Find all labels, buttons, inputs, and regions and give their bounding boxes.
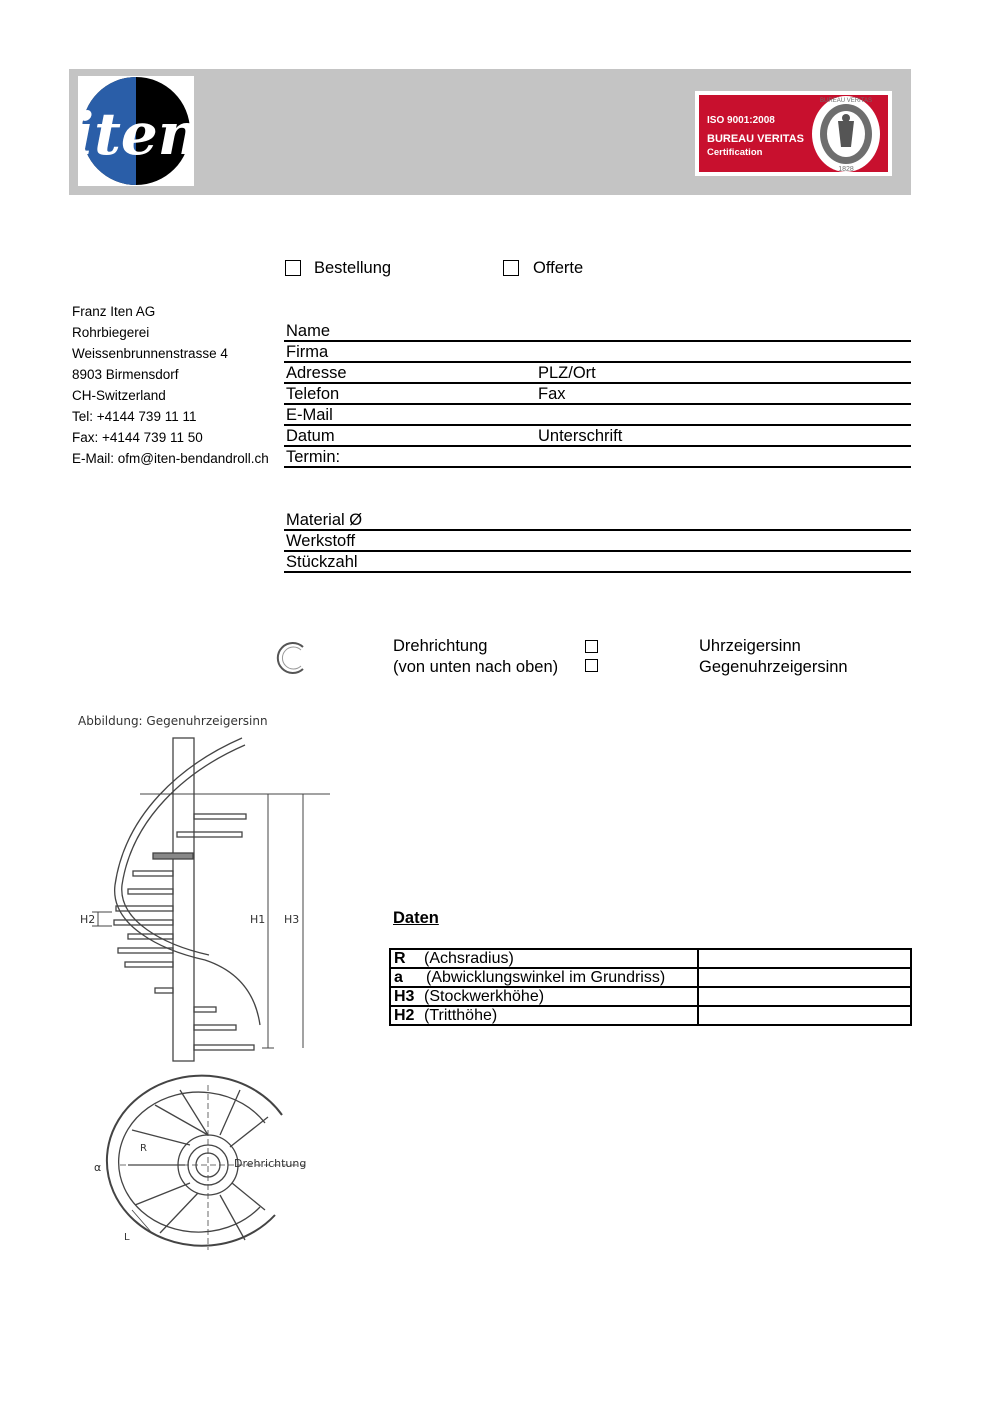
r-label: R bbox=[140, 1143, 147, 1154]
stueckzahl-label: Stückzahl bbox=[286, 553, 358, 571]
adresse-field[interactable] bbox=[284, 363, 911, 384]
uhrzeigersinn-label: Uhrzeigersinn bbox=[699, 637, 801, 655]
seal-year: 1828 bbox=[838, 166, 854, 173]
logo-text: iten bbox=[78, 100, 194, 168]
name-label: Name bbox=[286, 322, 331, 340]
name-field[interactable] bbox=[284, 321, 911, 342]
gegenuhrzeigersinn-label: Gegenuhrzeigersinn bbox=[699, 658, 848, 676]
plz-ort-label: PLZ/Ort bbox=[538, 364, 596, 382]
certification-badge bbox=[695, 91, 892, 176]
l-label: L bbox=[124, 1232, 130, 1243]
material-field[interactable] bbox=[284, 510, 911, 531]
seal-arc-text: BUREAU VERITAS bbox=[820, 98, 872, 104]
company-country: CH-Switzerland bbox=[72, 388, 166, 403]
daten-key: H3 bbox=[394, 988, 415, 1005]
email-field[interactable] bbox=[284, 405, 911, 426]
daten-key: a bbox=[394, 969, 403, 986]
datum-label: Datum bbox=[286, 427, 335, 445]
werkstoff-field[interactable] bbox=[284, 531, 911, 552]
adresse-label: Adresse bbox=[286, 364, 347, 382]
company-dept: Rohrbiegerei bbox=[72, 325, 150, 340]
figure-caption: Abbildung: Gegenuhrzeigersinn bbox=[78, 714, 268, 728]
termin-label: Termin: bbox=[286, 448, 341, 466]
bestellung-label: Bestellung bbox=[314, 259, 392, 277]
offerte-checkbox[interactable] bbox=[503, 260, 519, 276]
table-row bbox=[390, 987, 911, 1006]
table-row bbox=[390, 1006, 911, 1025]
h3-label: H3 bbox=[284, 913, 300, 926]
drehrichtung-sublabel: (von unten nach oben) bbox=[393, 658, 559, 676]
daten-label-cell bbox=[390, 968, 698, 987]
company-city: 8903 Birmensdorf bbox=[72, 367, 179, 382]
offerte-label: Offerte bbox=[533, 259, 584, 277]
fax-label: Fax bbox=[538, 385, 566, 403]
termin-field[interactable] bbox=[284, 447, 911, 468]
table-row bbox=[390, 968, 911, 987]
daten-key: R bbox=[394, 950, 406, 967]
werkstoff-label: Werkstoff bbox=[286, 532, 356, 550]
daten-desc: (Achsradius) bbox=[424, 950, 514, 967]
datum-field[interactable] bbox=[284, 426, 911, 447]
material-label: Material Ø bbox=[286, 511, 363, 529]
h2-label: H2 bbox=[80, 913, 96, 926]
daten-value-cell[interactable] bbox=[698, 968, 911, 987]
company-logo bbox=[78, 76, 194, 186]
telefon-label: Telefon bbox=[286, 385, 340, 403]
gegenuhrzeigersinn-checkbox[interactable] bbox=[585, 659, 598, 672]
firma-label: Firma bbox=[286, 343, 329, 361]
company-name: Franz Iten AG bbox=[72, 304, 156, 319]
table-row bbox=[390, 949, 911, 968]
daten-desc: (Stockwerkhöhe) bbox=[424, 988, 545, 1005]
cert-iso: ISO 9001:2008 bbox=[707, 115, 775, 126]
daten-label-cell bbox=[390, 1006, 698, 1025]
rotation-arc-icon bbox=[271, 639, 309, 677]
daten-table bbox=[389, 948, 912, 1026]
company-tel: Tel: +4144 739 11 11 bbox=[72, 409, 197, 424]
daten-value-cell[interactable] bbox=[698, 949, 911, 968]
daten-desc: (Tritthöhe) bbox=[424, 1007, 498, 1024]
daten-desc: (Abwicklungswinkel im Grundriss) bbox=[426, 969, 666, 986]
uhrzeigersinn-checkbox[interactable] bbox=[585, 640, 598, 653]
cert-bv: BUREAU VERITAS bbox=[707, 133, 804, 145]
company-fax: Fax: +4144 739 11 50 bbox=[72, 430, 203, 445]
daten-title: Daten bbox=[393, 909, 439, 927]
alpha-label: α bbox=[94, 1161, 102, 1174]
company-address bbox=[72, 301, 269, 469]
plan-drehrichtung-label: Drehrichtung bbox=[234, 1157, 307, 1170]
drehrichtung-label: Drehrichtung bbox=[393, 637, 488, 655]
iten-logo-icon bbox=[78, 76, 194, 186]
cert-certification: Certification bbox=[707, 147, 763, 158]
stueckzahl-field[interactable] bbox=[284, 552, 911, 573]
telefon-field[interactable] bbox=[284, 384, 911, 405]
bestellung-checkbox[interactable] bbox=[285, 260, 301, 276]
firma-field[interactable] bbox=[284, 342, 911, 363]
spiral-staircase-drawing bbox=[60, 705, 330, 1265]
company-email: E-Mail: ofm@iten-bendandroll.ch bbox=[72, 451, 269, 466]
company-street: Weissenbrunnenstrasse 4 bbox=[72, 346, 228, 361]
daten-label-cell bbox=[390, 987, 698, 1006]
email-label: E-Mail bbox=[286, 406, 333, 424]
h1-label: H1 bbox=[250, 913, 266, 926]
daten-value-cell[interactable] bbox=[698, 1006, 911, 1025]
daten-label-cell bbox=[390, 949, 698, 968]
unterschrift-label: Unterschrift bbox=[538, 427, 623, 445]
daten-value-cell[interactable] bbox=[698, 987, 911, 1006]
daten-key: H2 bbox=[394, 1007, 415, 1024]
